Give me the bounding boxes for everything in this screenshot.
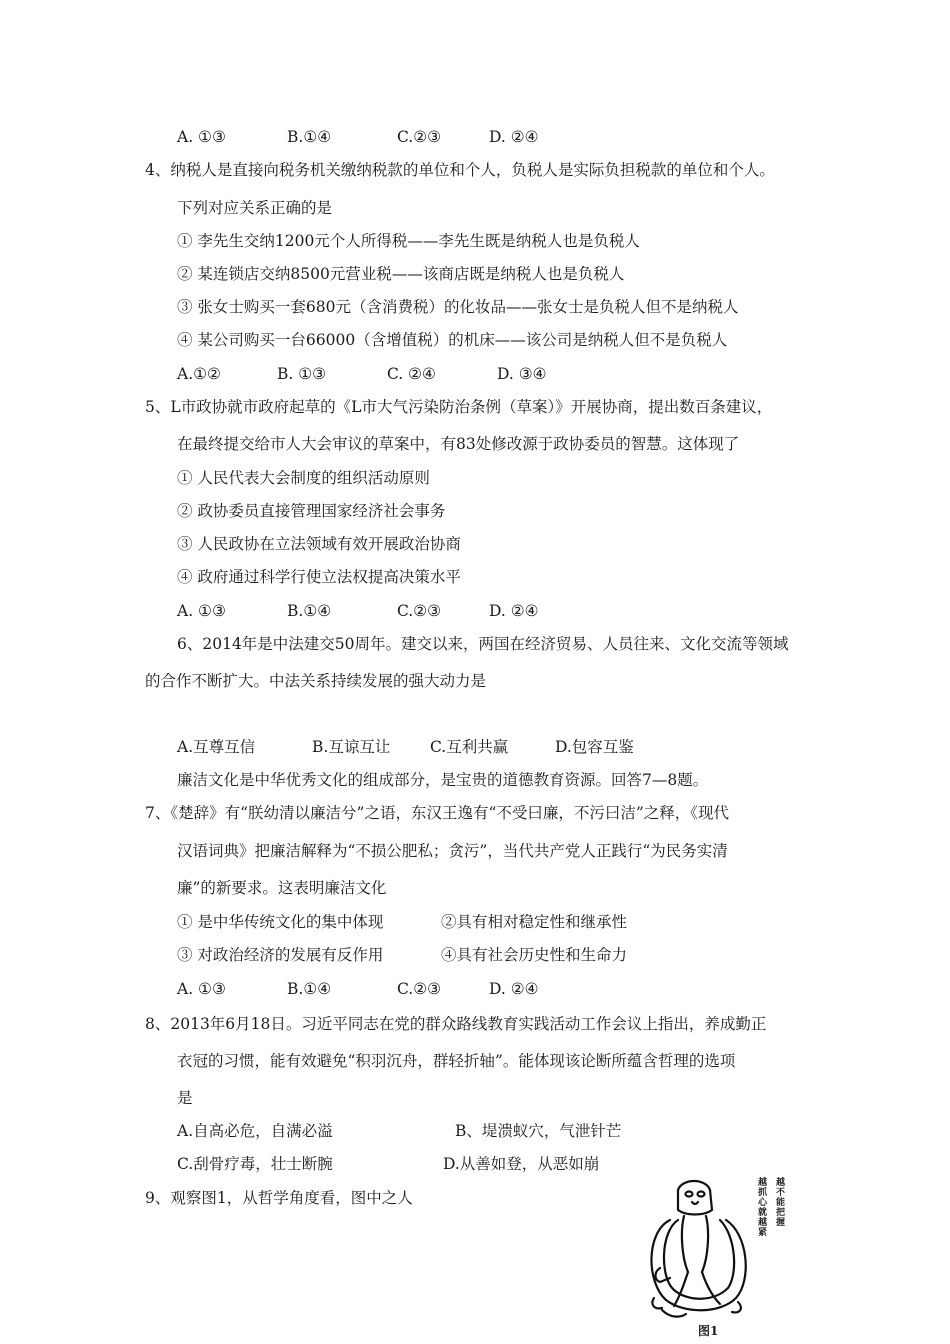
q7-stem-cont2: 廉”的新要求。这表明廉洁文化 (177, 879, 387, 897)
q3-options (177, 126, 539, 148)
q8-option-d: D.从善如登，从恶如崩 (443, 1155, 600, 1173)
figure-caption: 图1 (698, 1324, 719, 1338)
q8-option-a: A.自高必危，自满必溢 (177, 1122, 333, 1140)
q8-options-row1 (177, 1120, 621, 1142)
q5-item-3: ③ 人民政协在立法领域有效开展政治协商 (177, 535, 461, 553)
q8-stem: 8、2013年6月18日。习近平同志在党的群众路线教育实践活动工作会议上指出，养成勤正 (145, 1015, 767, 1033)
q5-item-1: ① 人民代表大会制度的组织活动原则 (177, 469, 430, 487)
q4-option-d: D. ③④ (497, 365, 547, 383)
q4-item-3: ③ 张女士购买一套680元（含消费税）的化妆品——张女士是负税人但不是纳税人 (177, 298, 739, 316)
intro-7-8: 廉洁文化是中华优秀文化的组成部分，是宝贵的道德教育资源。回答7—8题。 (177, 771, 709, 789)
q5-option-c: C.②③ (397, 602, 442, 620)
q7-option-b: B.①④ (287, 980, 332, 998)
q5-item-2: ② 政协委员直接管理国家经济社会事务 (177, 502, 446, 520)
q6-option-a: A.互尊互信 (177, 738, 256, 756)
q4-item-4: ④ 某公司购买一台66000（含增值税）的机床——该公司是纳税人但不是负税人 (177, 331, 728, 349)
q4-item-2: ② 某连锁店交纳8500元营业税——该商店既是纳税人也是负税人 (177, 265, 625, 283)
q6-stem-cont: 的合作不断扩大。中法关系持续发展的强大动力是 (145, 672, 487, 690)
q7-item-4: ④具有社会历史性和生命力 (441, 946, 628, 964)
q5-stem: 5、L市政协就市政府起草的《L市大气污染防治条例（草案）》开展协商，提出数百条建议， (145, 398, 773, 416)
q7-option-d: D. ②④ (489, 980, 539, 998)
figure-text-right: 越抓心就越紧 (758, 1178, 768, 1238)
q3-option-c: C.②③ (397, 128, 442, 146)
q7-stem: 7、《楚辞》有“朕幼清以廉洁兮”之语，东汉王逸有“不受曰廉，不污曰洁”之释，《现代 (145, 804, 730, 822)
figure-1-illustration (640, 1172, 760, 1320)
q6-option-b: B.互谅互让 (312, 738, 391, 756)
q8-stem-cont: 衣冠的习惯，能有效避免“积羽沉舟，群轻折轴”。能体现该论断所蕴含哲理的选项 (177, 1052, 736, 1070)
q9-stem: 9、观察图1，从哲学角度看，图中之人 (145, 1189, 413, 1207)
q7-option-c: C.②③ (397, 980, 442, 998)
q5-stem-cont: 在最终提交给市人大会审议的草案中，有83处修改源于政协委员的智慧。这体现了 (177, 435, 740, 453)
q4-option-b: B. ①③ (277, 365, 327, 383)
q4-options (177, 363, 547, 385)
q7-item-1: ① 是中华传统文化的集中体现 (177, 913, 384, 931)
q4-option-a: A.①② (177, 365, 221, 383)
q4-stem-cont: 下列对应关系正确的是 (177, 199, 333, 217)
q7-items-row2 (177, 944, 627, 966)
q7-item-3: ③ 对政治经济的发展有反作用 (177, 946, 384, 964)
q5-options (177, 600, 539, 622)
figure-1 (640, 1172, 795, 1344)
q8-option-b: B、堤溃蚁穴，气泄针芒 (455, 1122, 622, 1140)
q8-stem-cont2: 是 (177, 1089, 193, 1107)
q7-items-row1 (177, 911, 627, 933)
q6-stem: 6、2014年是中法建交50周年。建交以来，两国在经济贸易、人员往来、文化交流等领域 (177, 635, 789, 653)
q5-item-4: ④ 政府通过科学行使立法权提高决策水平 (177, 568, 461, 586)
q3-option-d: D. ②④ (489, 128, 539, 146)
q7-option-a: A. ①③ (177, 980, 226, 998)
q6-option-d: D.包容互鉴 (555, 738, 634, 756)
q5-option-d: D. ②④ (489, 602, 539, 620)
q3-option-b: B.①④ (287, 128, 332, 146)
q5-option-a: A. ①③ (177, 602, 226, 620)
figure-text-left: 越不能把握 (776, 1178, 786, 1228)
q7-stem-cont: 汉语词典》把廉洁解释为“不损公肥私；贪污”，当代共产党人正践行“为民务实清 (177, 842, 728, 860)
q3-option-a: A. ①③ (177, 128, 226, 146)
q6-options (177, 736, 634, 758)
q4-option-c: C. ②④ (387, 365, 436, 383)
q4-stem: 4、纳税人是直接向税务机关缴纳税款的单位和个人，负税人是实际负担税款的单位和个人。 (145, 161, 775, 179)
q7-item-2: ②具有相对稳定性和继承性 (441, 913, 628, 931)
q8-options-row2 (177, 1153, 599, 1175)
q8-option-c: C.刮骨疗毒，壮士断腕 (177, 1155, 333, 1173)
q5-option-b: B.①④ (287, 602, 332, 620)
q6-option-c: C.互利共赢 (430, 738, 509, 756)
q4-item-1: ① 李先生交纳1200元个人所得税——李先生既是纳税人也是负税人 (177, 232, 640, 250)
q7-options (177, 978, 539, 1000)
